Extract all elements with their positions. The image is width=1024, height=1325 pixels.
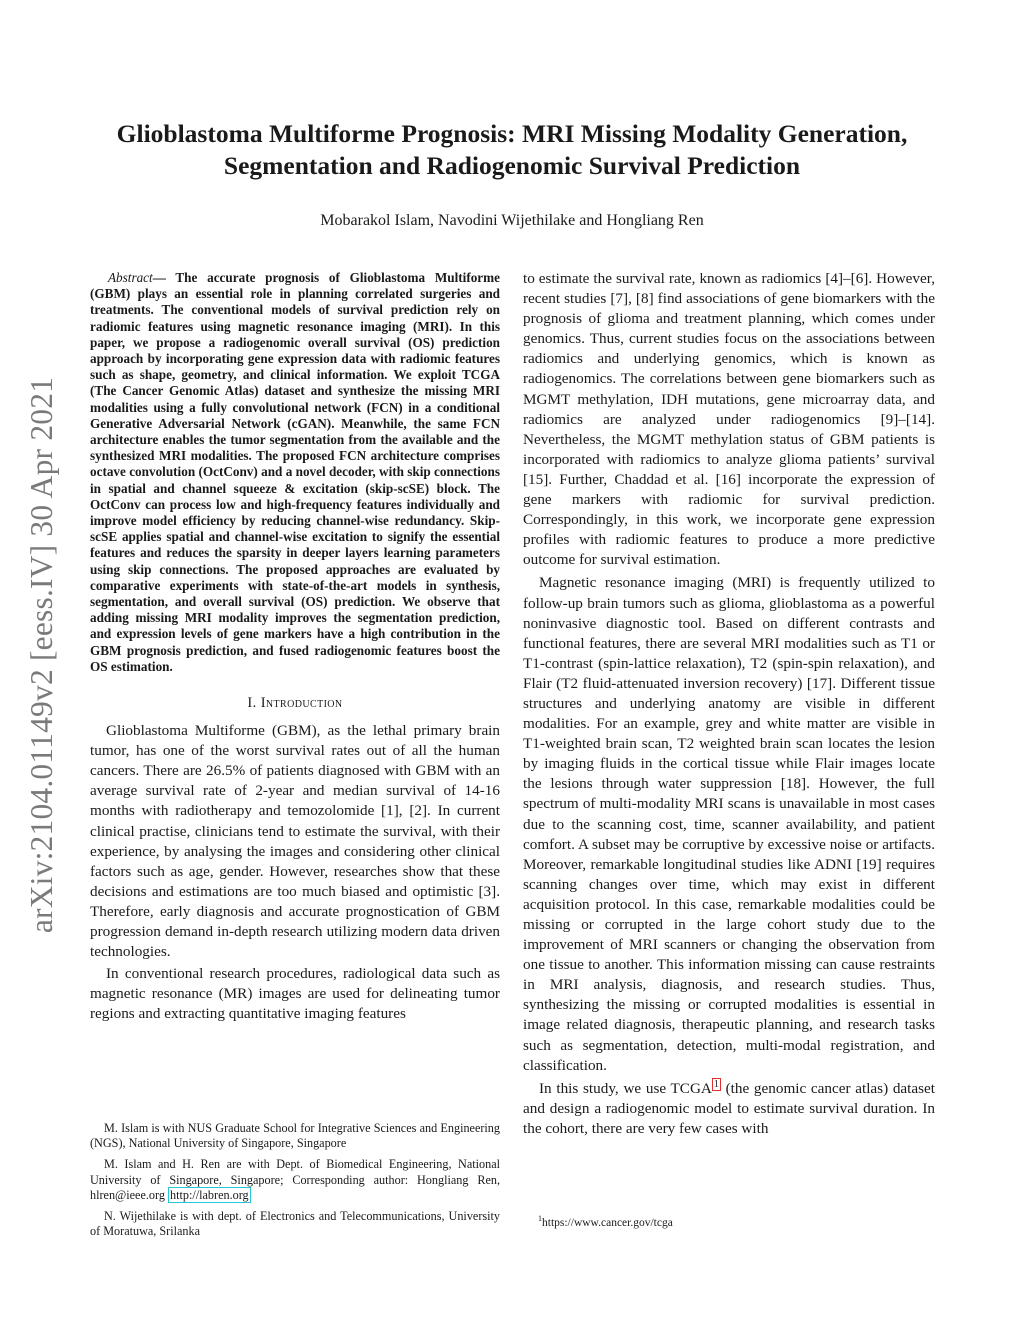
section-title: Introduction bbox=[260, 695, 343, 712]
title-line-1: Glioblastoma Multiforme Prognosis: MRI Missing Modality Generation, bbox=[116, 119, 908, 148]
section-number: I. bbox=[247, 695, 261, 712]
body-paragraph-tcga bbox=[523, 1079, 935, 1139]
arxiv-identifier bbox=[22, 352, 62, 958]
abstract bbox=[90, 270, 500, 675]
affiliation-footnotes bbox=[90, 1121, 500, 1245]
abstract-text: The accurate prognosis of Glioblastoma Multiforme (GBM) plays an essential role in planning correlated surgeries and treatments. The conventional models of survival prediction rely on radiomic features using magnetic resonance imaging (MRI). In this paper, we propose a radiogenomic overall survival (OS) prediction approach by incorporating gene expression data with radiomic features such as shape, geometry, and clinical information. We exploit TCGA (The Cancer Genomic Atlas) dataset and synthesize the missing MRI modalities using a fully convolutional network (FCN) in a conditional Generative Adversarial Network (cGAN). Meanwhile, the same FCN architecture enables the tumor segmentation from the available and the synthesized MRI modalities. The proposed FCN architecture comprises octave convolution (OctConv) and a novel decoder, with skip connections in spatial and channel squeeze & excitation (skip-scSE) block. The OctConv can process low and high-frequency features individually and improve model efficiency by reducing channel-wise redundancy. Skip-scSE applies spatial and channel-wise excitation to signify the essential features and reduces the sparsity in deeper layers learning parameters using skip connections. The proposed approaches are evaluated by comparative experiments with state-of-the-art models in synthesis, segmentation, and overall survival (OS) prediction. We observe that adding missing MRI modality improves the segmentation prediction, and expression levels of gene markers have a high contribution in the GBM prognosis prediction, and fused radiogenomic features boost the OS estimation. bbox=[90, 270, 500, 674]
title-line-2: Segmentation and Radiogenomic Survival Prediction bbox=[223, 151, 801, 180]
body-paragraph-radiomics: to estimate the survival rate, known as radiomics [4]–[6]. However, recent studies [7], [8] find associations of gene biomarkers with the prognosis of glioma and treatment planning, which comes under genomics. Thus, current studies focus on the associations between radiomics and underlying genomics, which is known as radiogenomics. The correlations between gene biomarkers such as MGMT methylation, IDH mutations, gene microarray data, and radiomics are analyzed under radiogenomics [9]–[14]. Nevertheless, the MGMT methylation status of GBM patients is incorporated with radiomics to analyze glioma patients’ survival [15]. Further, Chaddad et al. [16] incorporate the expression of gene markers with radiomic for survival prediction. Correspondingly, in this work, we incorporate gene expression profiles with radiomic features to produce a more predictive outcome for survival estimation. bbox=[523, 270, 935, 569]
author-list: Mobarakol Islam, Navodini Wijethilake and Hongliang Ren bbox=[320, 212, 704, 229]
left-column bbox=[90, 270, 500, 1026]
intro-paragraph-1: Glioblastoma Multiforme (GBM), as the lethal primary brain tumor, has one of the worst survival rates out of all the human cancers. There are 26.5% of patients diagnosed with GBM with an average survival rate of 2-year and median survival of 14-16 months with radiotherapy and temozolomide [1], [2]. In current clinical practise, clinicians tend to estimate the survival, with their experience, by analysing the images and considering other clinical factors such as age, gender. However, researches show that these decisions and estimations are too much biased and optimistic [3]. Therefore, early diagnosis and accurate prognostication of GBM progression demand in-depth research utilizing modern data driven technologies. bbox=[90, 722, 500, 961]
intro-paragraph-2: In conventional research procedures, radiological data such as magnetic resonance (MR) images are used for delineating tumor regions and extracting quantitative imaging features bbox=[90, 965, 500, 1023]
body-paragraph-mri: Magnetic resonance imaging (MRI) is frequently utilized to follow-up brain tumors such as glioma, glioblastoma as a powerful noninvasive diagnostic tool. Based on different contrasts and functional features, there are several MRI modalities such as T1 or T1-contrast (spin-lattice relaxation), T2 (spin-spin relaxation), and Flair (T2 fluid-attenuated inversion recovery) [17]. Different tissue structures and underlying anatomy are visible in different modalities. For an example, grey and white matter are visible in T1-weighted brain scan, T2 weighted brain scan locates the lesion by imaging fluids in the cortical tissue while Flair images locate the lesions through water suppression [18]. However, the full spectrum of multi-modality MRI scans is unavailable in most cases due to the scanning cost, time, scanner availability, and patient comfort. A subset may be corruptive by excessive noise or artifacts. Moreover, remarkable longitudinal studies like ADNI [19] requires scanning changes over time, which may exist in different acquisition protocol. In this case, remarkable modalities could be missing or corrupted in the large cohort study due to the improvement of MRI scanners or changing the observation from one tissue to another. This information missing can cause restraints in MRI analysis, diagnosis, and research studies. Thus, synthesizing the missing or corrupted modalities is essential in image related diagnosis, therapeutic planning, and research tasks such as segmentation, detection, multi-modal registration, and classification. bbox=[523, 574, 935, 1074]
footnote-ref-1[interactable]: 1 bbox=[713, 1078, 719, 1090]
abstract-label: Abstract bbox=[108, 270, 153, 285]
footnote-islam: M. Islam is with NUS Graduate School for Integrative Sciences and Engineering (NGS), National University of Singapore, Singapore bbox=[90, 1121, 500, 1151]
footnote-islam-ren bbox=[90, 1157, 500, 1203]
tcga-text-after: (the genomic cancer atlas) dataset and design a radiogenomic model to estimate survival duration. In the cohort, there are very few cases with bbox=[523, 1079, 936, 1137]
footnote-url-text: https://www.cancer.gov/tcga bbox=[542, 1216, 673, 1229]
tcga-text-before: In this study, we use TCGA bbox=[539, 1079, 712, 1097]
right-column bbox=[523, 269, 935, 1142]
arxiv-identifier-text: arXiv:2104.01149v2 [eess.IV] 30 Apr 2021 bbox=[24, 376, 60, 934]
labren-link[interactable]: http://labren.org bbox=[170, 1187, 249, 1202]
footnote-mark: 1 bbox=[538, 1214, 542, 1223]
section-heading-introduction bbox=[90, 695, 500, 712]
paper-title bbox=[80, 118, 944, 182]
footnote-tcga-url bbox=[538, 1212, 838, 1230]
footnote-islam-ren-text: M. Islam and H. Ren are with Dept. of Biomedical Engineering, National University of Singapore, Singapore; Corresponding author: Hongliang Ren, hlren@ieee.org bbox=[90, 1157, 500, 1202]
abstract-dash: — bbox=[152, 270, 176, 285]
footnote-wijethilake: N. Wijethilake is with dept. of Electronics and Telecommunications, University of Moratuwa, Srilanka bbox=[90, 1209, 500, 1239]
